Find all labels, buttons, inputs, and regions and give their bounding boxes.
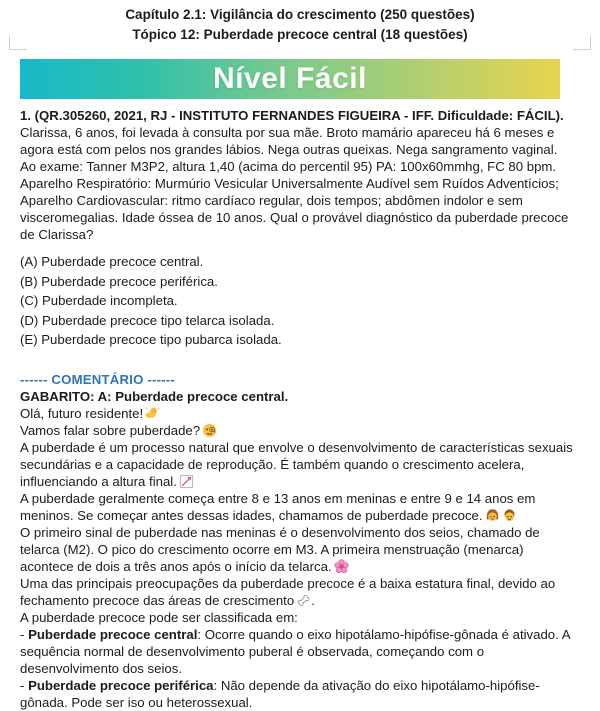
question-source: 1. (QR.305260, 2021, RJ - INSTITUTO FERNANDES FIGUEIRA - IFF. Dificuldade: FÁCIL). [20, 108, 564, 123]
paragraph-text-after: . [311, 592, 315, 608]
options-list [20, 252, 576, 350]
commentary-paragraph [20, 405, 576, 422]
paragraph-text: Olá, futuro residente! [20, 405, 144, 421]
commentary-paragraph [20, 439, 576, 490]
paragraph-text: A puberdade é um processo natural que envolve o desenvolvimento de características sexuais secundárias e a capacidade de reprodução. É também quando o crescimento acelera, influenciando a altura final. [20, 439, 573, 489]
cherry-blossom-icon [334, 559, 349, 574]
document-header [0, 0, 600, 45]
commentary-paragraph [20, 609, 576, 626]
girl-icon [485, 508, 500, 523]
question-statement: Clarissa, 6 anos, foi levada à consulta por sua mãe. Broto mamário apareceu há 6 meses e agora está com pelos nos grandes lábios. Nega outras queixas. Nega sangramento vaginal. Ao exame: Tanner M3P2, altura 1,40 (acima do percentil 95) PA: 100x60mmhg, FC 80 bpm. Aparelho Respiratório: Murmúrio Vesicular Universalmente Audível sem Ruídos Adventícios; Aparelho Cardiovascular: ritmo cardíaco regular, dois tempos; abdômen indolor e sem visceromegalias. Idade óssea de 10 anos. Qual o provável diagnóstico da puberdade precoce de Clarissa? [20, 125, 569, 242]
list-dash: - [20, 677, 29, 693]
margin-mark-left-icon [9, 36, 27, 50]
commentary-paragraph [20, 422, 576, 439]
chart-increasing-icon [179, 474, 194, 489]
bone-icon [296, 593, 311, 608]
option-c: (C) Puberdade incompleta. [20, 293, 178, 308]
answer-key: GABARITO: A: Puberdade precoce central. [20, 388, 289, 404]
question-text [20, 107, 576, 243]
commentary-separator: ------ COMENTÁRIO ------ [20, 371, 175, 387]
list-dash: - [20, 626, 29, 642]
classification-term: Puberdade precoce periférica [28, 677, 214, 693]
boy-icon [502, 508, 517, 523]
paragraph-text: O primeiro sinal de puberdade nas meninas é o desenvolvimento dos seios, chamado de telarca (M2). O pico do crescimento ocorre em M3. A primeira menstruação (menarca) acontece de dois a três anos após o início da telarca. [20, 524, 540, 574]
commentary-paragraph [20, 575, 576, 609]
paragraph-text: Uma das principais preocupações da puberdade precoce é a baixa estatura final, devido ao fechamento precoce das áreas de crescimento [20, 575, 556, 608]
difficulty-label: Nível Fácil [213, 62, 367, 95]
option-d: (D) Puberdade precoce tipo telarca isolada. [20, 312, 275, 328]
option-a: (A) Puberdade precoce central. [20, 254, 204, 269]
classification-desc: : Não depende da ativação do eixo hipotálamo-hipófise-gônada. Pode ser iso ou heterossexual. [20, 677, 540, 710]
option-b: (B) Puberdade precoce periférica. [20, 273, 218, 289]
classification-peripheral [20, 677, 576, 711]
margin-mark-right-icon [573, 36, 591, 50]
paragraph-text: A puberdade precoce pode ser classificada em: [20, 609, 298, 625]
classification-central [20, 626, 576, 677]
waving-hand-icon [145, 406, 160, 421]
topic-title: Tópico 12: Puberdade precoce central (18 questões) [132, 27, 468, 42]
paragraph-text: Vamos falar sobre puberdade? [20, 422, 201, 438]
commentary-paragraph [20, 490, 576, 524]
option-e: (E) Puberdade precoce tipo pubarca isolada. [20, 332, 282, 347]
commentary-paragraph [20, 524, 576, 575]
document-body [0, 99, 600, 711]
classification-term: Puberdade precoce central [28, 626, 198, 642]
classification-desc: : Ocorre quando o eixo hipotálamo-hipófise-gônada é ativado. A sequência normal de desenvolvimento puberal é observada, começando com o desenvolvimento dos seios. [20, 626, 570, 676]
chapter-title: Capítulo 2.1: Vigilância do crescimento (250 questões) [125, 7, 475, 22]
paragraph-text: A puberdade geralmente começa entre 8 e 13 anos em meninas e entre 9 e 14 anos em meninos. Se começar antes dessas idades, chamamos de puberdade precoce. [20, 490, 536, 523]
difficulty-banner [20, 59, 560, 99]
monocle-face-icon [202, 423, 217, 438]
